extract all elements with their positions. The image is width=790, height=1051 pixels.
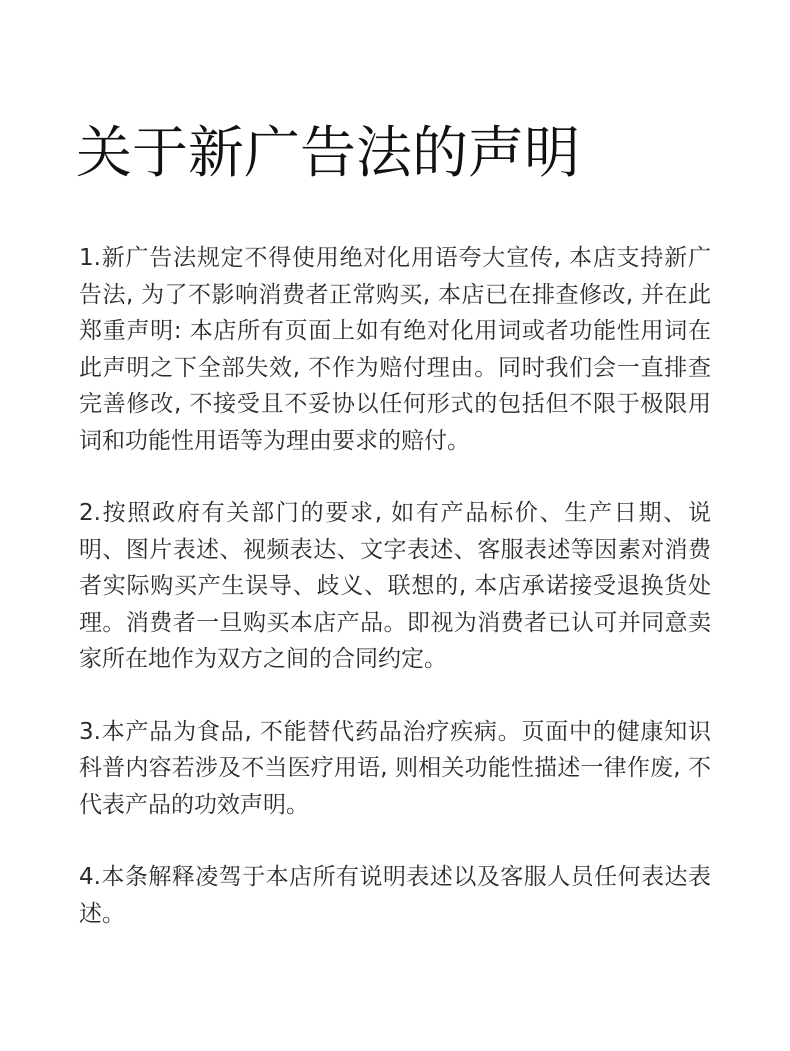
statement-body: [79, 240, 711, 968]
page-title: 关于新广告法的声明: [76, 121, 580, 186]
statement-paragraph-2: 2.按照政府有关部门的要求, 如有产品标价、生产日期、说明、图片表述、视频表达、文字表述、客服表述等因素对消费者实际购买产生误导、歧义、联想的, 本店承诺接受退换货处理。消费者一旦购买本店产品。即视为消费者已认可并同意卖家所在地作为双方之间的合同约定。: [79, 500, 711, 672]
statement-paragraph-3: 3.本产品为食品, 不能替代药品治疗疾病。页面中的健康知识科普内容若涉及不当医疗用语, 则相关功能性描述一律作废, 不代表产品的功效声明。: [79, 718, 711, 818]
statement-paragraph-1: 1.新广告法规定不得使用绝对化用语夸大宣传, 本店支持新广告法, 为了不影响消费者正常购买, 本店已在排查修改, 并在此郑重声明: 本店所有页面上如有绝对化用词或者功能性用词在此声明之下全部失效, 不作为赔付理由。同时我们会一直排查完善修改, 不接受且不妥协以任何形式的包括但不限于极限用词和功能性用语等为理由要求的赔付。: [79, 245, 711, 454]
statement-paragraph-4: 4.本条解释凌驾于本店所有说明表述以及客服人员任何表达表述。: [79, 864, 711, 927]
